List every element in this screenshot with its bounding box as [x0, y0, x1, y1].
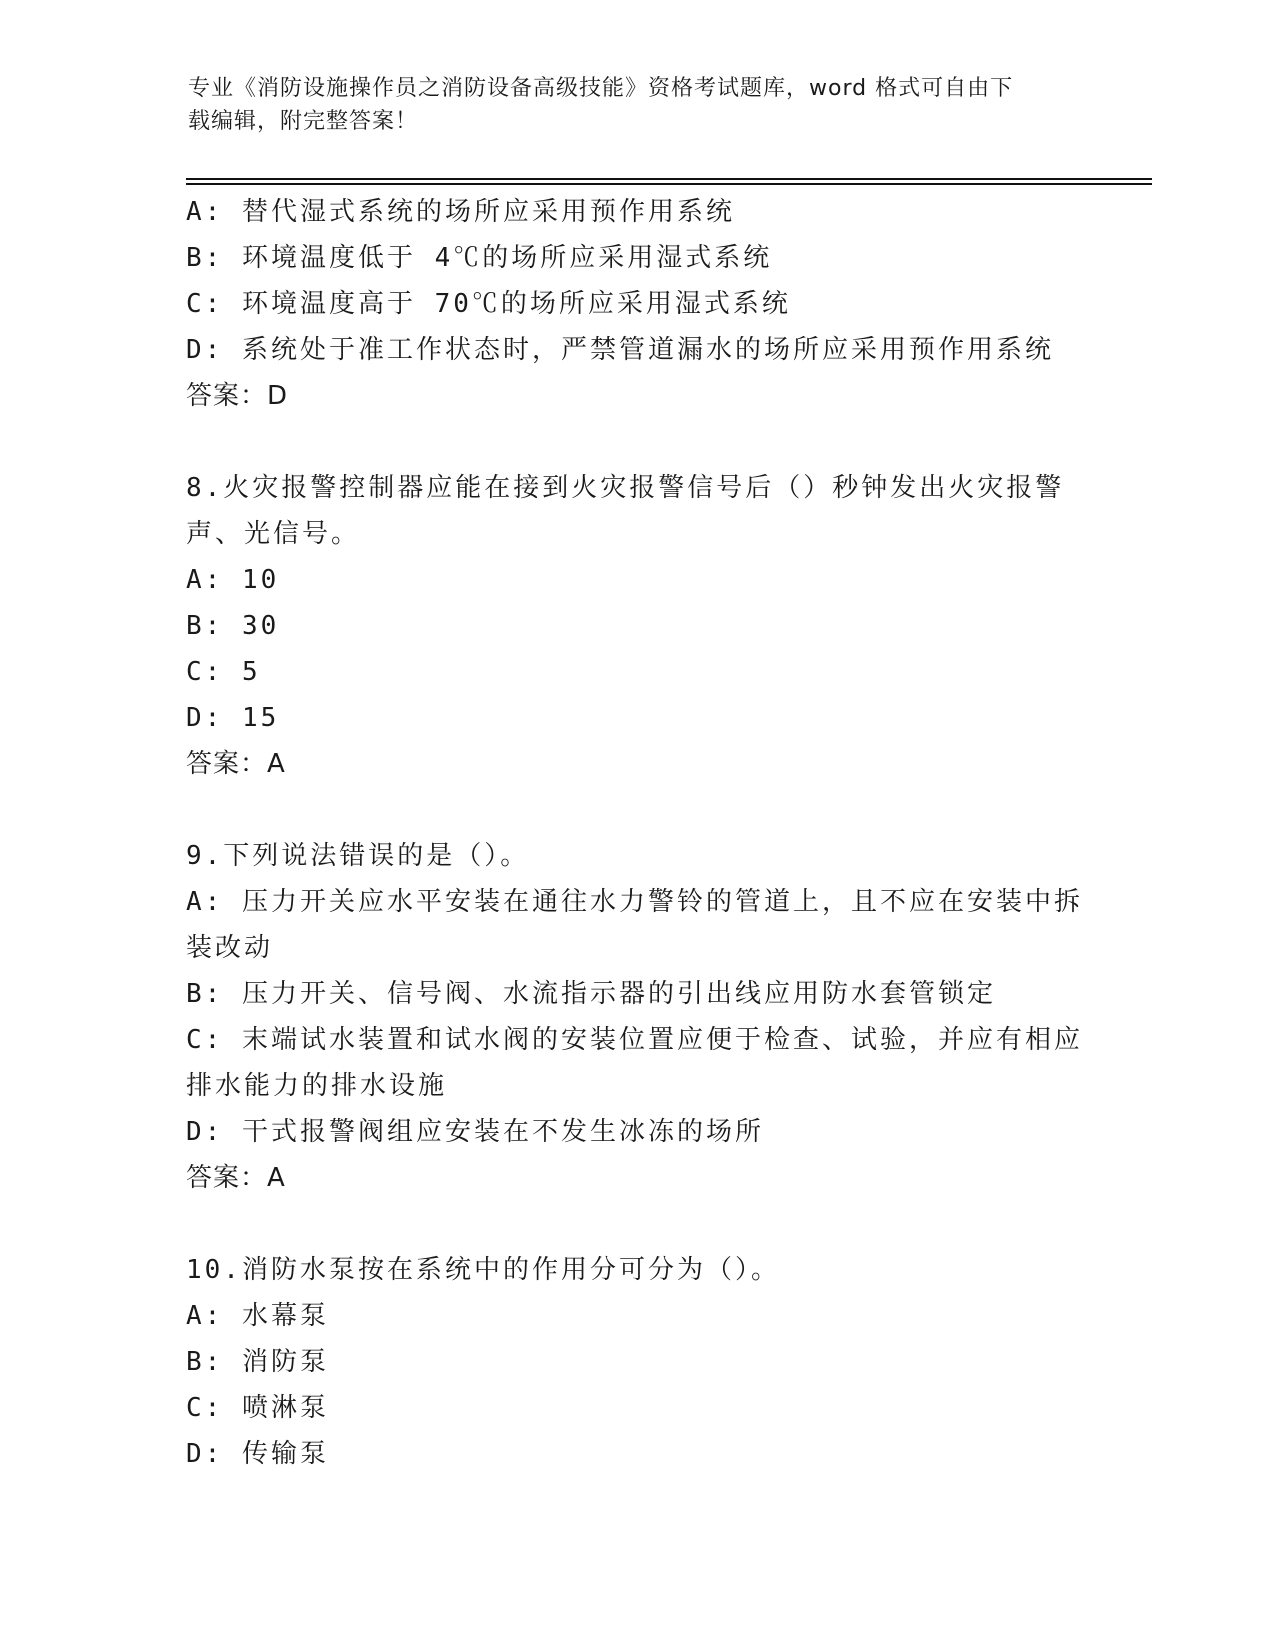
spacer [186, 787, 1086, 833]
q10-option-c: C: 喷淋泵 [186, 1393, 329, 1423]
spacer [186, 1201, 1086, 1247]
q7-option-d: D: 系统处于准工作状态时，严禁管道漏水的场所应采用预作用系统 [186, 335, 1054, 365]
q10-option-a: A: 水幕泵 [186, 1301, 329, 1331]
q7-option-b: B: 环境温度低于 4℃的场所应采用湿式系统 [186, 243, 773, 273]
question-9 [186, 833, 1086, 1201]
q8-option-c: C: 5 [186, 657, 261, 687]
question-8 [186, 465, 1086, 787]
q9-stem: 9.下列说法错误的是（）。 [186, 841, 530, 871]
q8-option-d: D: 15 [186, 703, 280, 733]
q9-answer: 答案：A [186, 1163, 286, 1193]
q9-option-a: A: 压力开关应水平安装在通往水力警铃的管道上，且不应在安装中拆 [186, 887, 1083, 917]
q9-option-b: B: 压力开关、信号阀、水流指示器的引出线应用防水套管锁定 [186, 979, 996, 1009]
spacer [186, 419, 1086, 465]
q8-option-b: B: 30 [186, 611, 280, 641]
q8-stem-line-2: 声、光信号。 [186, 519, 361, 549]
q10-option-d: D: 传输泵 [186, 1439, 329, 1469]
header-line-1: 专业《消防设施操作员之消防设备高级技能》资格考试题库，word 格式可自由下 [188, 76, 1014, 101]
header-line-2: 载编辑，附完整答案！ [188, 109, 419, 134]
document-header [188, 72, 1088, 138]
q9-option-a-continued: 装改动 [186, 933, 274, 963]
q7-option-c: C: 环境温度高于 70℃的场所应采用湿式系统 [186, 289, 791, 319]
question-list [186, 189, 1086, 1477]
q9-option-d: D: 干式报警阀组应安装在不发生冰冻的场所 [186, 1117, 764, 1147]
question-10 [186, 1247, 1086, 1477]
q9-option-c: C: 末端试水装置和试水阀的安装位置应便于检查、试验，并应有相应 [186, 1025, 1083, 1055]
question-7 [186, 189, 1086, 419]
q8-answer: 答案：A [186, 749, 286, 779]
q8-stem-line-1: 8.火灾报警控制器应能在接到火灾报警信号后（）秒钟发出火灾报警 [186, 473, 1065, 503]
q8-option-a: A: 10 [186, 565, 280, 595]
header-divider-top [186, 178, 1152, 180]
q7-answer: 答案：D [186, 381, 289, 411]
q10-option-b: B: 消防泵 [186, 1347, 329, 1377]
q7-option-a: A: 替代湿式系统的场所应采用预作用系统 [186, 197, 735, 227]
q10-stem: 10.消防水泵按在系统中的作用分可分为（）。 [186, 1255, 780, 1285]
header-divider-bottom [186, 183, 1152, 185]
q9-option-c-continued: 排水能力的排水设施 [186, 1071, 448, 1101]
